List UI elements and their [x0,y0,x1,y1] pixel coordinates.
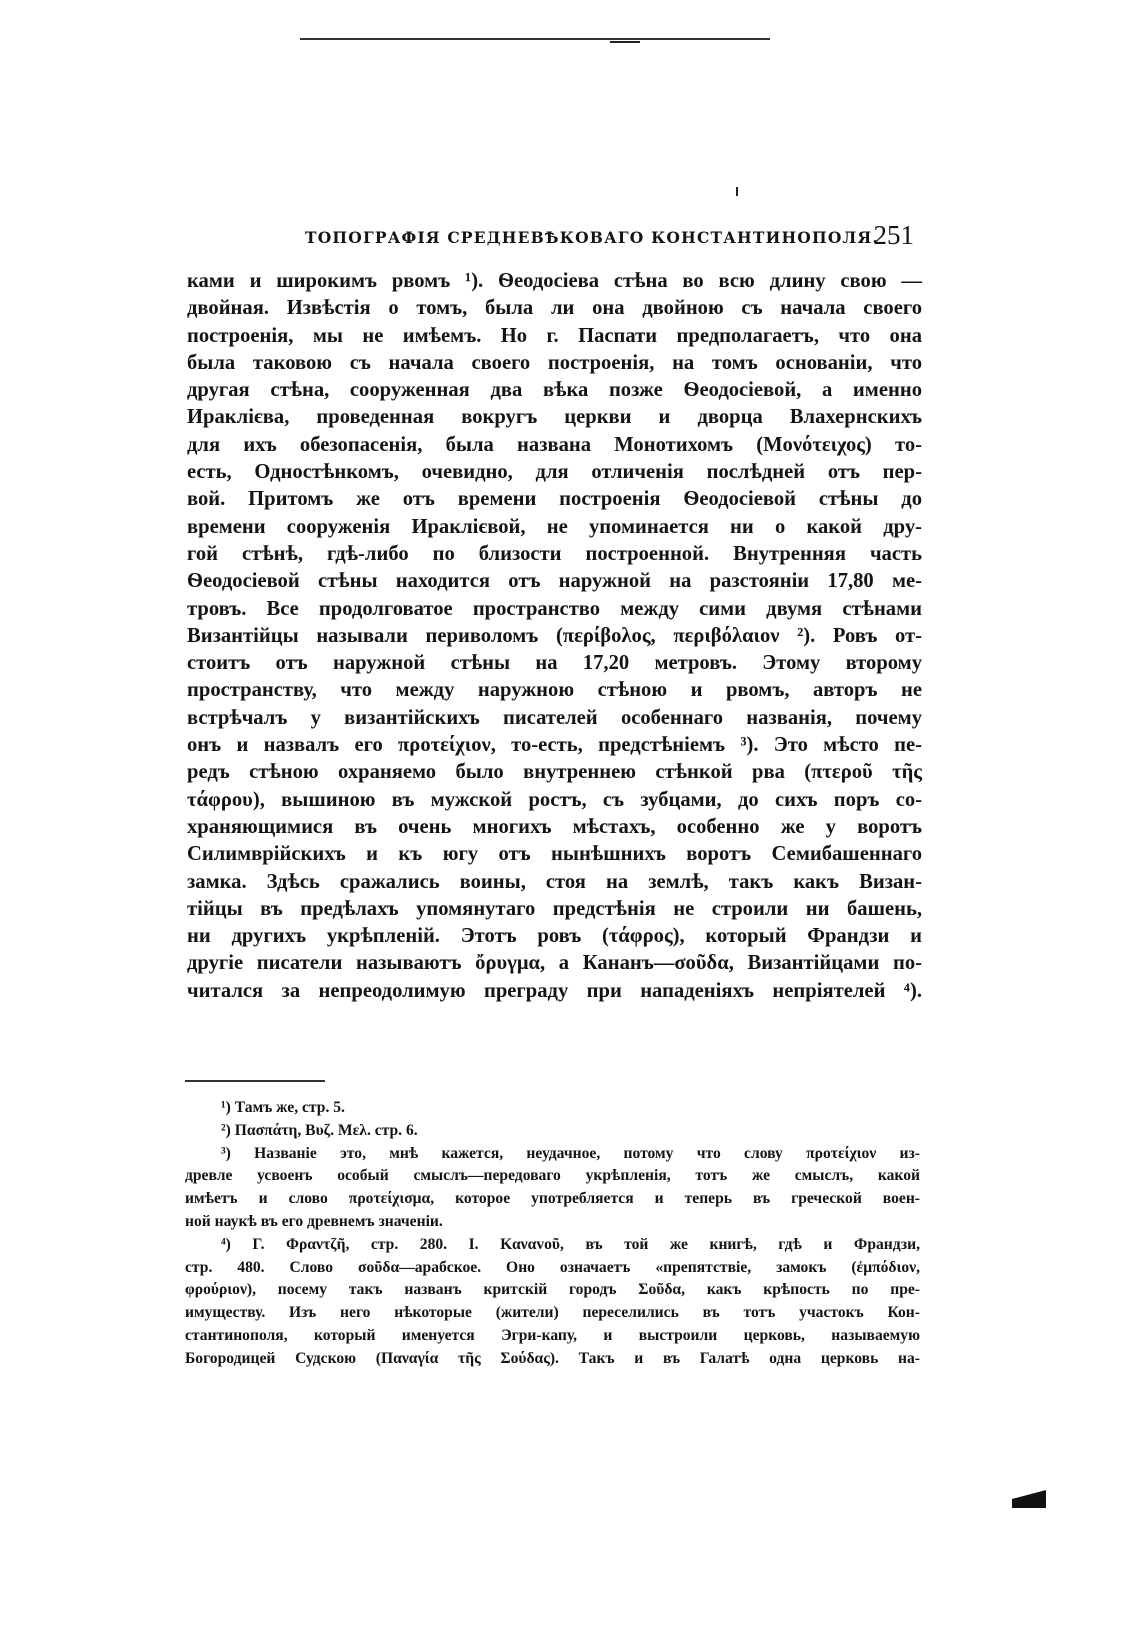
corner-mark [1012,1490,1046,1508]
running-header [190,222,920,252]
top-rule-mark [610,41,640,43]
body-line: тійцы въ предѣлахъ упомянутаго предстѣнія не строили ни башень, [187,897,922,920]
tick-mark [736,187,738,196]
body-line: Византійцы называли периволомъ (περίβολος, περιβόλαιον ²). Ровъ от- [187,624,922,647]
footnote-1: ¹) Тамъ же, стр. 5. [221,1099,345,1116]
footnote-3-cont: древле усвоенъ особый смыслъ—передоваго укрѣпленія, тотъ же смыслъ, какой [185,1167,920,1185]
body-line: τάφρου), вышиною въ мужской ростъ, съ зубцами, до сихъ поръ со- [187,788,922,811]
body-line: стоитъ отъ наружной стѣны на 17,20 метровъ. Этому второму [187,652,922,675]
body-line: встрѣчалъ у византійскихъ писателей особеннаго названія, почему [187,706,922,729]
footnote-4-cont: Богородицей Судскою (Παναγία τῆς Σούδας). Такъ и въ Галатѣ одна церковь на- [185,1349,920,1367]
body-line: тровъ. Все продолговатое пространство между сими двумя стѣнами [187,597,922,620]
footnote-4-cont: стр. 480. Слово σοῦδα—арабское. Оно означаетъ «препятствіе, замокъ (ἐμπόδιον, [185,1258,920,1276]
footnote-rule [185,1080,325,1082]
page-number: 251 [873,220,914,250]
body-line: ни другихъ укрѣпленій. Этотъ ровъ (τάφρος), который Франдзи и [187,925,922,948]
body-text [187,268,922,1005]
body-line: двойная. Извѣстія о томъ, была ли она двойною съ начала своего [187,297,922,320]
footnote-4: ⁴) Г. Φραντζῆ, стр. 280. I. Καναvοῦ, въ той же книгѣ, гдѣ и Франдзи, [221,1235,920,1253]
body-line: была таковою съ начала своего построенія, на томъ основаніи, что [187,351,922,374]
footnote-3-cont: ной наукѣ въ его древнемъ значеніи. [185,1212,443,1230]
top-rule [300,38,770,40]
footnote-3-cont: имѣетъ и слово προτείχισμα, которое употребляется и теперь въ греческой воен- [185,1190,920,1208]
body-line: вой. Притомъ же отъ времени построенія Ѳеодосіевой стѣны до [187,488,922,511]
body-line: гой стѣнѣ, гдѣ-либо по близости построенной. Внутренняя часть [187,542,922,565]
body-line: построенія, мы не имѣемъ. Но г. Паспати предполагаетъ, что она [187,324,922,347]
body-line: Силимврійскихъ и къ югу отъ нынѣшнихъ воротъ Семибашеннаго [187,843,922,866]
footnote-4-cont: φρούριον), посему такъ названъ критскій городъ Σοῦδα, какъ крѣпость по пре- [185,1281,920,1299]
body-line: для ихъ обезопасенія, была названа Монотихомъ (Μονότειχος) то- [187,433,922,456]
footnote-4-cont: имуществу. Изъ него нѣкоторые (жители) переселились въ тотъ участокъ Кон- [185,1304,920,1322]
body-line: ками и широкимъ рвомъ ¹). Ѳеодосіева стѣна во всю длину свою — [187,270,922,292]
body-line: Ѳеодосіевой стѣны находится отъ наружной на разстояніи 17,80 ме- [187,570,922,593]
body-line: другая стѣна, сооруженная два вѣка позже Ѳеодосіевой, а именно [187,379,922,402]
footnote-3: ³) Названіе это, мнѣ кажется, неудачное, потому что слову προτείχιον из- [221,1144,920,1162]
footnote-4-cont: стантинополя, который именуется Эгри-капу, и выстроили церковь, называемую [185,1326,920,1344]
body-line: Ираклієва, проведенная вокругъ церкви и дворца Влахернскихъ [187,406,922,429]
body-line: замка. Здѣсь сражались воины, стоя на землѣ, такъ какъ Визан- [187,870,922,893]
running-title: ТОПОГРАФІЯ СРЕДНЕВѢКОВАГО КОНСТАНТИНОПОЛЯ. [305,228,879,247]
footnote-2: ²) Πασπάτη, Βυζ. Μελ. стр. 6. [221,1121,418,1139]
body-line: другіе писатели называютъ ὄρυγμα, а Кананъ—σοῦδα, Византійцами по- [187,952,922,975]
body-line: онъ и назвалъ его προτείχιον, то-есть, предстѣніемъ ³). Это мѣсто пе- [187,734,922,757]
body-line: есть, Одностѣнкомъ, очевидно, для отличенія послѣдней отъ пер- [187,461,922,484]
body-line: читался за непреодолимую преграду при нападеніяхъ непріятелей ⁴). [187,979,922,1002]
footnotes [185,1097,920,1371]
body-line: времени сооруженія Ираклієвой, не упоминается ни о какой дру- [187,515,922,538]
body-line: храняющимися въ очень многихъ мѣстахъ, особенно же у воротъ [187,815,922,838]
body-line: пространству, что между наружною стѣною и рвомъ, авторъ не [187,679,922,702]
body-line: редъ стѣною охраняемо было внутреннею стѣнкой рва (πτεροῦ τῆς [187,761,922,784]
